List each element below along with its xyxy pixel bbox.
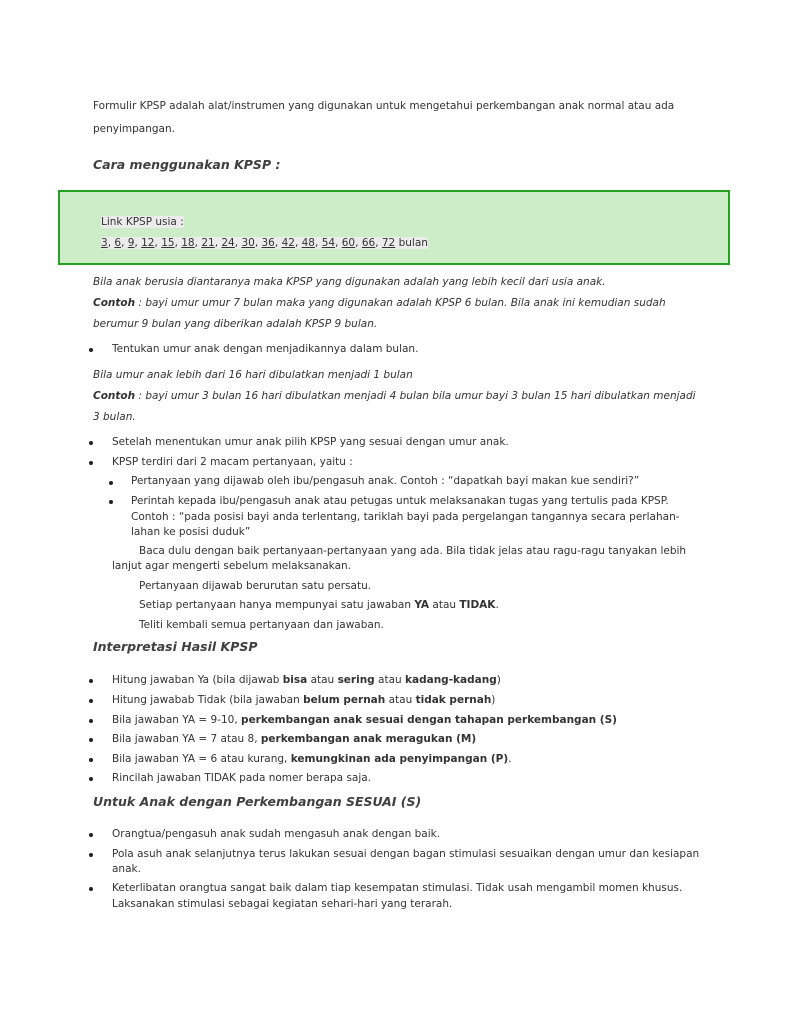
- bold-result-meragukan: perkembangan anak meragukan (M): [260, 733, 477, 745]
- bold-tidak: TIDAK: [459, 599, 496, 611]
- text-fragment: atau: [307, 674, 338, 686]
- interpretasi-item-tidak: [112, 694, 495, 706]
- text-fragment: Bila jawaban YA = 9-10,: [112, 714, 242, 726]
- kpsp-age-link-36[interactable]: 36: [261, 237, 275, 249]
- text-fragment: Bila jawaban YA = 7 atau 8,: [112, 733, 261, 745]
- usage-example-2: [93, 390, 696, 402]
- text-fragment: atau: [429, 599, 460, 611]
- text-fragment: Setiap pertanyaan hanya mempunyai satu jawaban: [139, 599, 415, 611]
- text-fragment: .: [508, 753, 512, 765]
- heading-cara-menggunakan: Cara menggunakan KPSP :: [93, 157, 281, 172]
- text-fragment: atau: [385, 694, 416, 706]
- sub-bullet-dot: [109, 500, 113, 504]
- kpsp-age-link-9[interactable]: 9: [127, 237, 135, 249]
- age-unit-label: bulan: [395, 237, 428, 249]
- instruction-line-jawaban: [139, 599, 499, 611]
- bullet-dot: [89, 738, 93, 742]
- usage-example-2-line-2: 3 bulan.: [93, 411, 136, 423]
- step-pilih-kpsp: Setelah menentukan umur anak pilih KPSP yang sesuai dengan umur anak.: [112, 436, 509, 448]
- step-tentukan-umur: Tentukan umur anak dengan menjadikannya dalam bulan.: [112, 343, 419, 355]
- kpsp-age-link-48[interactable]: 48: [301, 237, 315, 249]
- age-links-line: 3, 6, 9, 12, 15, 18, 21, 24, 30, 36, 42, 48, 54, 60, 66, 72 bulan: [101, 237, 428, 249]
- kpsp-age-link-24[interactable]: 24: [221, 237, 235, 249]
- kpsp-age-link-12[interactable]: 12: [141, 237, 155, 249]
- sesuai-item-3-line-1: Keterlibatan orangtua sangat baik dalam tiap kesempatan stimulasi. Tidak usah mengambil momen khusus.: [112, 882, 683, 894]
- interpretasi-item-penyimpangan: [112, 753, 511, 765]
- bullet-dot: [89, 887, 93, 891]
- bullet-dot: [89, 777, 93, 781]
- bold-result-sesuai: perkembangan anak sesuai dengan tahapan perkembangan (S): [241, 714, 617, 726]
- text-fragment: ): [496, 674, 501, 686]
- kpsp-age-link-18[interactable]: 18: [181, 237, 195, 249]
- bold-result-penyimpangan: kemungkinan ada penyimpangan (P): [290, 753, 509, 765]
- bold-sering: sering: [337, 674, 375, 686]
- sub-item-perintah-line-2: Contoh : “pada posisi bayi anda terlentang, tariklah bayi pada pergelangan tangannya secara perlahan-: [131, 511, 680, 523]
- bullet-dot: [89, 853, 93, 857]
- heading-perkembangan-sesuai: Untuk Anak dengan Perkembangan SESUAI (S): [93, 794, 422, 809]
- usage-paragraph-3: Bila umur anak lebih dari 16 hari dibulatkan menjadi 1 bulan: [93, 369, 413, 381]
- kpsp-age-link-54[interactable]: 54: [321, 237, 336, 249]
- bold-ya: YA: [414, 599, 430, 611]
- bullet-dot: [89, 461, 93, 465]
- text-fragment: ): [491, 694, 496, 706]
- bullet-dot: [89, 348, 93, 352]
- bold-belum-pernah: belum pernah: [303, 694, 386, 706]
- sesuai-item-3-line-2: Laksanakan stimulasi sebagai kegiatan sehari-hari yang terarah.: [112, 898, 453, 910]
- intro-line-1: Formulir KPSP adalah alat/instrumen yang digunakan untuk mengetahui perkembangan anak normal atau ada: [93, 100, 675, 112]
- usage-example-1-line-2: berumur 9 bulan yang diberikan adalah KPSP 9 bulan.: [93, 318, 378, 330]
- sesuai-item-1: Orangtua/pengasuh anak sudah mengasuh anak dengan baik.: [112, 828, 441, 840]
- example-text: : bayi umur umur 7 bulan maka yang digunakan adalah KPSP 6 bulan. Bila anak ini kemudian sudah: [135, 297, 666, 309]
- kpsp-age-link-60[interactable]: 60: [341, 237, 356, 249]
- kpsp-age-link-6[interactable]: 6: [114, 237, 122, 249]
- text-fragment: .: [495, 599, 499, 611]
- kpsp-age-link-15[interactable]: 15: [161, 237, 175, 249]
- interpretasi-item-sesuai: [112, 714, 617, 726]
- bullet-dot: [89, 699, 93, 703]
- kpsp-age-link-42[interactable]: 42: [281, 237, 295, 249]
- kpsp-age-link-72[interactable]: 72: [381, 237, 396, 249]
- usage-example-1: [93, 297, 666, 309]
- sesuai-item-2-line-2: anak.: [112, 863, 141, 875]
- kpsp-age-link-30[interactable]: 30: [241, 237, 255, 249]
- text-fragment: Bila jawaban YA = 6 atau kurang,: [112, 753, 291, 765]
- bullet-dot: [89, 833, 93, 837]
- sub-item-perintah-line-3: lahan ke posisi duduk”: [131, 526, 251, 538]
- bullet-dot: [89, 758, 93, 762]
- text-fragment: Hitung jawabab Tidak (bila jawaban: [112, 694, 304, 706]
- step-macam-pertanyaan: KPSP terdiri dari 2 macam pertanyaan, yaitu :: [112, 456, 353, 468]
- bullet-dot: [89, 679, 93, 683]
- instruction-line-urutan: Pertanyaan dijawab berurutan satu persatu.: [139, 580, 372, 592]
- usage-paragraph-1: Bila anak berusia diantaranya maka KPSP yang digunakan adalah yang lebih kecil dari usia anak.: [93, 276, 606, 288]
- instruction-paragraph-line-1: Baca dulu dengan baik pertanyaan-pertanyaan yang ada. Bila tidak jelas atau ragu-ragu tanyakan lebih: [139, 545, 687, 557]
- instruction-line-teliti: Teliti kembali semua pertanyaan dan jawaban.: [139, 619, 384, 631]
- interpretasi-item-ya: [112, 674, 501, 686]
- sub-bullet-dot: [109, 481, 113, 485]
- sesuai-item-2-line-1: Pola asuh anak selanjutnya terus lakukan sesuai dengan bagan stimulasi sesuaikan dengan umur dan kesiapan: [112, 848, 700, 860]
- bold-tidak-pernah: tidak pernah: [415, 694, 492, 706]
- instruction-paragraph-line-2: lanjut agar mengerti sebelum melaksanakan.: [112, 560, 352, 572]
- example-label: Contoh: [93, 390, 136, 402]
- heading-interpretasi: Interpretasi Hasil KPSP: [93, 639, 258, 654]
- text-fragment: Hitung jawaban Ya (bila dijawab: [112, 674, 283, 686]
- sub-item-pertanyaan: Pertanyaan yang dijawab oleh ibu/pengasuh anak. Contoh : “dapatkah bayi makan kue sendiri?”: [131, 475, 640, 487]
- example-label: Contoh: [93, 297, 136, 309]
- interpretasi-item-meragukan: [112, 733, 476, 745]
- kpsp-age-link-21[interactable]: 21: [201, 237, 215, 249]
- example-text: : bayi umur 3 bulan 16 hari dibulatkan menjadi 4 bulan bila umur bayi 3 bulan 15 hari dibulatkan menjadi: [135, 390, 696, 402]
- text-fragment: atau: [374, 674, 406, 686]
- bold-kadang-kadang: kadang-kadang: [405, 674, 497, 686]
- bullet-dot: [89, 441, 93, 445]
- interpretasi-item-rincilah: Rincilah jawaban TIDAK pada nomer berapa saja.: [112, 772, 372, 784]
- link-box-label: Link KPSP usia :: [101, 216, 184, 228]
- kpsp-age-link-3[interactable]: 3: [101, 237, 108, 249]
- bold-bisa: bisa: [282, 674, 308, 686]
- sub-item-perintah-line-1: Perintah kepada ibu/pengasuh anak atau petugas untuk melaksanakan tugas yang tertulis pada KPSP.: [131, 495, 669, 507]
- kpsp-age-link-66[interactable]: 66: [361, 237, 376, 249]
- intro-line-2: penyimpangan.: [93, 123, 175, 135]
- bullet-dot: [89, 719, 93, 723]
